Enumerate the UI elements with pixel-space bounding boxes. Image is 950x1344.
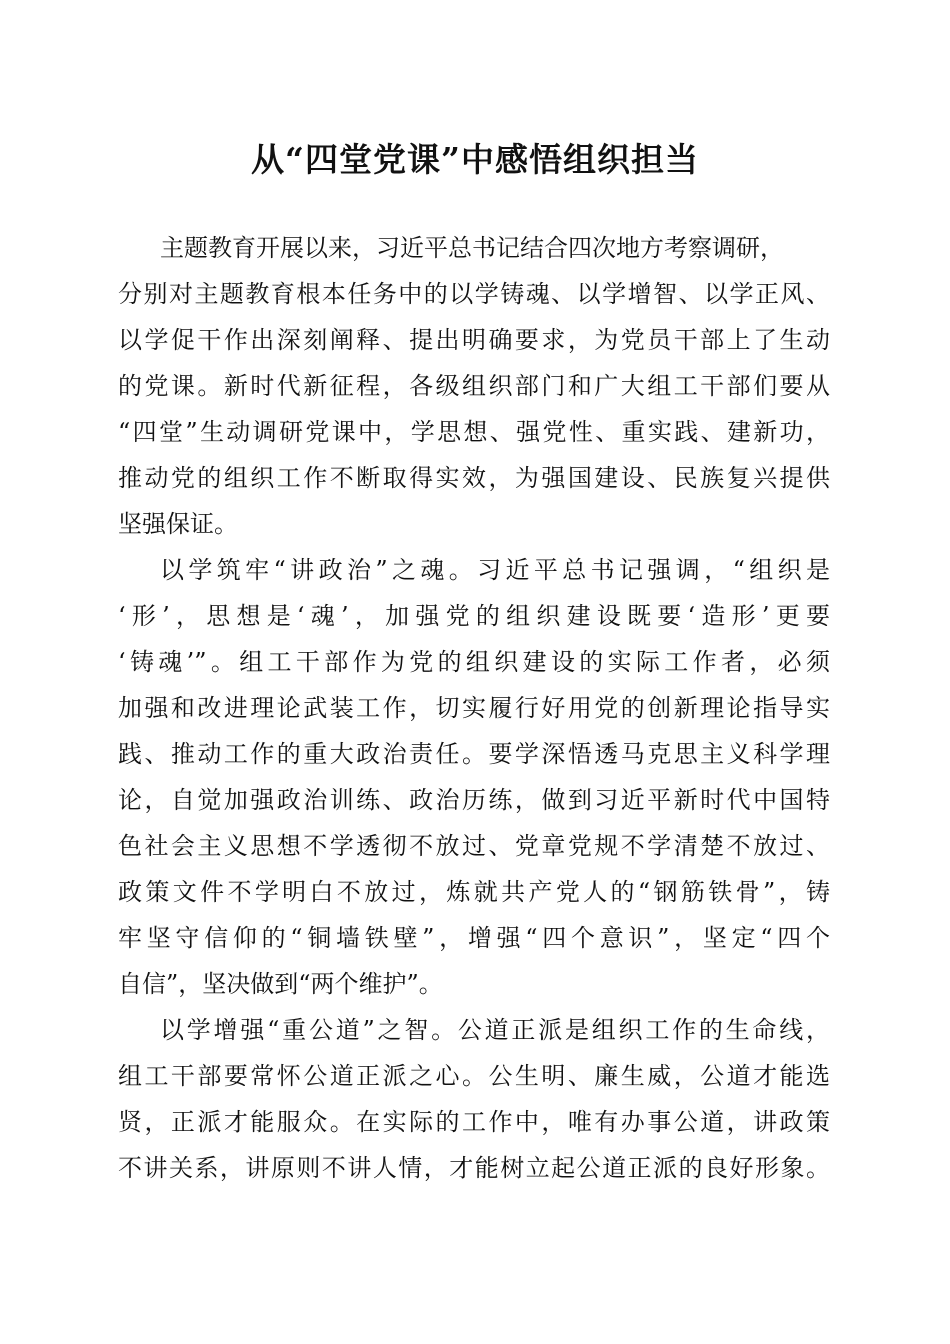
text-line: 以学增强“重公道”之智。公道正派是组织工作的生命线，: [160, 1016, 830, 1044]
text-line: “四堂”生动调研党课中，学思想、强党性、重实践、建新功，: [118, 418, 830, 446]
text-line: 分别对主题教育根本任务中的以学铸魂、以学增智、以学正风、: [118, 280, 830, 308]
text-line: 牢坚守信仰的“铜墙铁壁”，增强“四个意识”，坚定“四个: [118, 924, 830, 952]
text-line: ‘形’，思想是‘魂’，加强党的组织建设既要‘造形’更要: [118, 602, 830, 630]
document-title: 从“四堂党课”中感悟组织担当: [251, 140, 699, 179]
text-line: ‘铸魂’”。组工干部作为党的组织建设的实际工作者，必须: [118, 648, 830, 676]
text-line: 论，自觉加强政治训练、政治历练，做到习近平新时代中国特: [118, 786, 830, 814]
text-line: 践、推动工作的重大政治责任。要学深悟透马克思主义科学理: [118, 740, 830, 768]
text-line: 以学筑牢“讲政治”之魂。习近平总书记强调，“组织是: [160, 556, 830, 584]
text-line: 政策文件不学明白不放过，炼就共产党人的“钢筋铁骨”，铸: [118, 878, 830, 906]
text-line: 坚强保证。: [118, 510, 238, 538]
text-line: 的党课。新时代新征程，各级组织部门和广大组工干部们要从: [118, 372, 830, 400]
text-line: 加强和改进理论武装工作，切实履行好用党的创新理论指导实: [118, 694, 830, 722]
text-line: 色社会主义思想不学透彻不放过、党章党规不学清楚不放过、: [118, 832, 830, 860]
text-line: 自信”，坚决做到“两个维护”。: [118, 970, 443, 998]
text-line: 组工干部要常怀公道正派之心。公生明、廉生威，公道才能选: [118, 1062, 830, 1090]
text-line: 主题教育开展以来，习近平总书记结合四次地方考察调研，: [160, 234, 784, 262]
text-line: 不讲关系，讲原则不讲人情，才能树立起公道正派的良好形象。: [118, 1154, 830, 1182]
text-line: 以学促干作出深刻阐释、提出明确要求，为党员干部上了生动: [118, 326, 830, 354]
text-line: 推动党的组织工作不断取得实效，为强国建设、民族复兴提供: [118, 464, 830, 492]
text-line: 贤，正派才能服众。在实际的工作中，唯有办事公道，讲政策: [118, 1108, 830, 1136]
